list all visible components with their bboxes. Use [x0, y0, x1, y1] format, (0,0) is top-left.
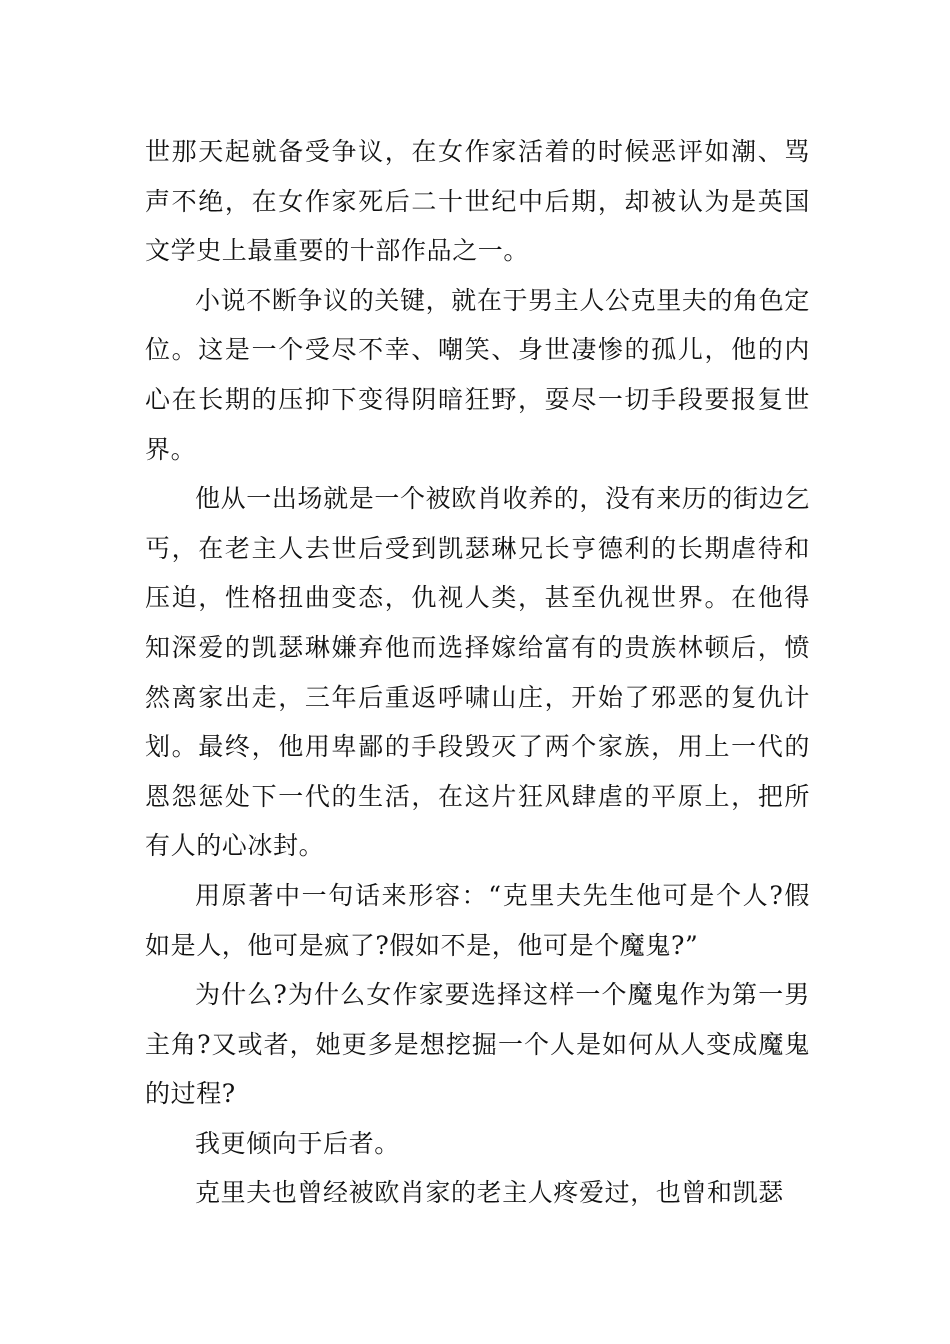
paragraph: 为什么?为什么女作家要选择这样一个魔鬼作为第一男主角?又或者，她更多是想挖掘一个人是如何从人变成魔鬼的过程? [145, 980, 810, 1109]
paragraph-continued: 世那天起就备受争议，在女作家活着的时候恶评如潮、骂声不绝，在女作家死后二十世纪中后期，却被认为是英国文学史上最重要的十部作品之一。 [145, 137, 810, 266]
paragraph: 他从一出场就是一个被欧肖收养的，没有来历的街边乞丐，在老主人去世后受到凯瑟琳兄长亨德利的长期虐待和压迫，性格扭曲变态，仇视人类，甚至仇视世界。在他得知深爱的凯瑟琳嫌弃他而选择嫁给富有的贵族林顿后，愤然离家出走，三年后重返呼啸山庄，开始了邪恶的复仇计划。最终，他用卑鄙的手段毁灭了两个家族，用上一代的恩怨惩处下一代的生活，在这片狂风肆虐的平原上，把所有人的心冰封。 [145, 484, 810, 861]
paragraph-quote: 用原著中一句话来形容：“克里夫先生他可是个人?假如是人，他可是疯了?假如不是，他可是个魔鬼?” [145, 880, 810, 960]
paragraph: 我更倾向于后者。 [195, 1128, 400, 1158]
paragraph: 小说不断争议的关键，就在于男主人公克里夫的角色定位。这是一个受尽不幸、嘲笑、身世凄惨的孤儿，他的内心在长期的压抑下变得阴暗狂野，耍尽一切手段要报复世界。 [145, 285, 810, 464]
document-body [145, 127, 810, 1218]
paragraph-truncated: 克里夫也曾经被欧肖家的老主人疼爱过，也曾和凯瑟 [195, 1178, 784, 1208]
